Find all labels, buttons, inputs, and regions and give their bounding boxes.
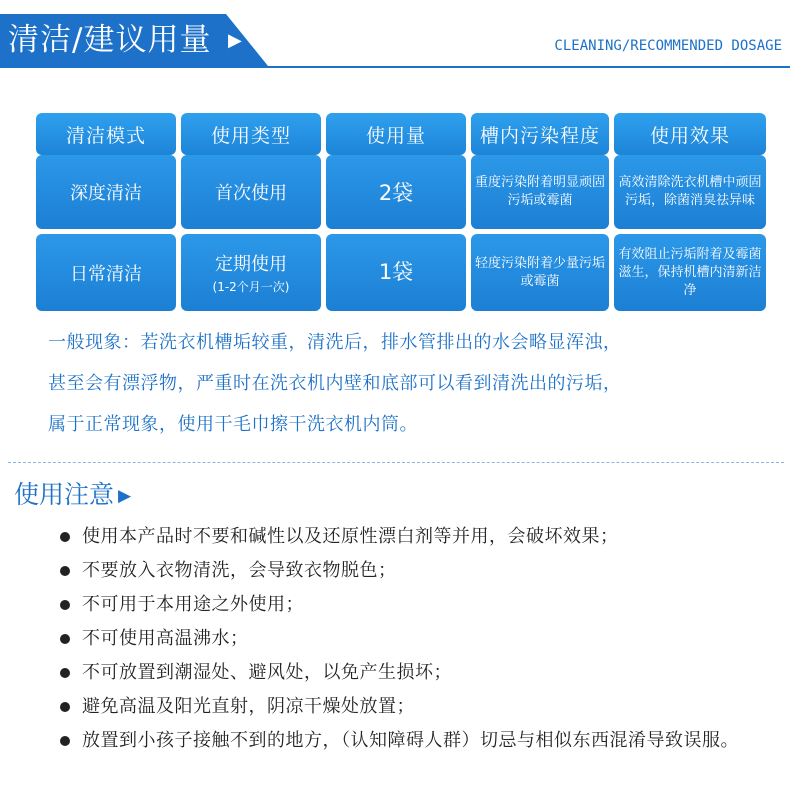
bullet-icon — [60, 736, 70, 746]
row2-effect: 有效阻止污垢附着及霉菌滋生，保持机槽内清新洁净 — [614, 234, 766, 311]
row2-mode: 日常清洁 — [36, 234, 176, 311]
list-item — [60, 588, 760, 622]
header-cell-pollution: 槽内污染程度 — [471, 113, 609, 155]
row1-quantity: 2袋 — [326, 155, 466, 229]
notes-title-label: 使用注意 — [14, 480, 115, 509]
phenomenon-line: 甚至会有漂浮物，严重时在洗衣机内壁和底部可以看到清洗出的污垢， — [48, 373, 622, 394]
header-cell-effect: 使用效果 — [614, 113, 766, 155]
list-item — [60, 690, 760, 724]
header-cell-quantity: 使用量 — [326, 113, 466, 155]
bullet-icon — [60, 600, 70, 610]
bullet-icon — [60, 634, 70, 644]
list-item — [60, 724, 760, 758]
bullet-icon — [60, 668, 70, 678]
row1-effect: 高效清除洗衣机槽中顽固污垢，除菌消臭祛异味 — [614, 155, 766, 229]
dashed-divider — [8, 462, 784, 463]
phenomenon-line: 一般现象：若洗衣机槽垢较重，清洗后，排水管排出的水会略显浑浊， — [48, 332, 622, 353]
row2-usage-label: 定期使用 — [215, 254, 287, 275]
note-text: 放置到小孩子接触不到的地方，（认知障碍人群）切忌与相似东西混淆导致误服。 — [82, 730, 739, 751]
play-arrow-icon: ▶ — [118, 486, 132, 506]
play-arrow-icon: ▶ — [228, 30, 242, 51]
note-text: 不可放置到潮湿处、避风处，以免产生损坏； — [82, 662, 452, 683]
notes-list — [60, 520, 760, 758]
notes-title — [14, 478, 131, 513]
list-item — [60, 554, 760, 588]
list-item — [60, 656, 760, 690]
row1-usage-label: 首次使用 — [215, 183, 287, 204]
note-text: 不要放入衣物清洗，会导致衣物脱色； — [82, 560, 397, 581]
row1-usage — [181, 155, 321, 229]
row2-pollution: 轻度污染附着少量污垢或霉菌 — [471, 234, 609, 311]
list-item — [60, 622, 760, 656]
phenomenon-line: 属于正常现象，使用干毛巾擦干洗衣机内筒。 — [48, 414, 418, 435]
english-title: CLEANING/RECOMMENDED DOSAGE — [554, 38, 782, 54]
row1-pollution: 重度污染附着明显顽固污垢或霉菌 — [471, 155, 609, 229]
bullet-icon — [60, 532, 70, 542]
phenomenon-text — [48, 322, 768, 445]
note-text: 使用本产品时不要和碱性以及还原性漂白剂等并用，会破坏效果； — [82, 526, 619, 547]
page-title: 清洁/建议用量 — [8, 22, 212, 58]
bullet-icon — [60, 566, 70, 576]
header-cell-mode: 清洁模式 — [36, 113, 176, 155]
list-item — [60, 520, 760, 554]
note-text: 不可使用高温沸水； — [82, 628, 249, 649]
row2-quantity: 1袋 — [326, 234, 466, 311]
note-text: 避免高温及阳光直射，阴凉干燥处放置； — [82, 696, 415, 717]
header-cell-usage-type: 使用类型 — [181, 113, 321, 155]
header-rule — [0, 66, 790, 68]
section-header — [0, 0, 790, 86]
row2-usage-frequency: (1-2个月一次) — [212, 280, 290, 294]
dosage-table — [36, 113, 766, 311]
bullet-icon — [60, 702, 70, 712]
row2-usage — [181, 234, 321, 311]
note-text: 不可用于本用途之外使用； — [82, 594, 304, 615]
row1-mode: 深度清洁 — [36, 155, 176, 229]
